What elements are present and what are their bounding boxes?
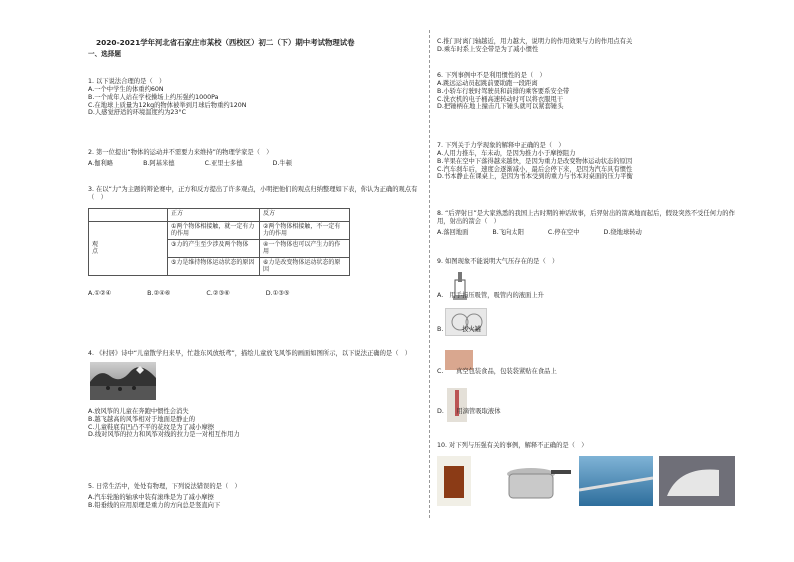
option: D.绕地球转动 bbox=[603, 228, 642, 236]
vacuum-food-image bbox=[445, 350, 473, 370]
option: C.推门时离门轴越近，用力越大，说明力的作用效果与力的作用点有关 bbox=[437, 38, 633, 45]
option: C.②③⑥ bbox=[206, 289, 230, 297]
question-stem: 5. 日常生活中，处处有物理，下列说法错误的是（ ） bbox=[88, 483, 241, 490]
option: D.牛顿 bbox=[272, 159, 292, 167]
option: B.一个成年人站在学校操场上约压强约1000Pa bbox=[88, 93, 219, 101]
question-1 bbox=[88, 78, 422, 117]
exam-title: 2020-2021学年河北省石家庄市某校（西校区）初二（下）期中考试物理试卷 bbox=[96, 38, 355, 47]
option: B.铅垂线的应用原理是重力的方向总是竖直向下 bbox=[88, 501, 221, 509]
option: C.儿童鞋底有凹凸不平的花纹是为了减小摩擦 bbox=[88, 423, 215, 431]
question-stem: 10. 对下列与压强有关的事例，解释不正确的是（ ） bbox=[437, 442, 588, 449]
row-label: 点 bbox=[92, 248, 99, 256]
option: A.伽利略 bbox=[88, 159, 114, 167]
table-header-cell: 反方 bbox=[260, 208, 350, 221]
option: D. 用滴管吸取液体 bbox=[437, 407, 501, 415]
kite-photo bbox=[90, 362, 156, 400]
table-cell: ⑤力是维持物体运动状态的原因 bbox=[168, 257, 260, 275]
question-stem: 7. 下列关于力学现象的解释中正确的是（ ） bbox=[437, 142, 565, 149]
option: D.乘车时系上安全带是为了减小惯性 bbox=[437, 45, 539, 53]
question-stem: 6. 下列事例中不是利用惯性的是（ ） bbox=[437, 72, 546, 79]
bridge-image bbox=[579, 456, 653, 506]
question-5 bbox=[88, 483, 422, 510]
option: D.把锤柄在地上撞击几下锤头就可以紧套锤头 bbox=[437, 103, 564, 111]
question-6 bbox=[437, 72, 737, 111]
option: B.小轿车行驶时驾驶员和前排的乘客要系安全带 bbox=[437, 87, 570, 95]
table-header-cell: 正方 bbox=[168, 208, 260, 221]
option: C.汽车刹车后，速度会逐渐减小，最后会停下来，是因为汽车具有惯性 bbox=[437, 165, 633, 173]
question-5-continued bbox=[437, 38, 737, 54]
question-stem: 1. 以下说法合理的是（ ） bbox=[88, 78, 166, 85]
column-divider bbox=[429, 30, 430, 518]
viewpoint-table bbox=[88, 208, 350, 276]
option: D.①③⑤ bbox=[265, 289, 290, 297]
option: A.①②④ bbox=[88, 289, 112, 297]
option: A.放风筝的儿童在奔跑中惯性会消失 bbox=[88, 407, 189, 415]
row-label: 观 bbox=[92, 240, 99, 248]
option: C. 真空包装食品，包装袋紧贴在食品上 bbox=[437, 367, 557, 375]
table-header-cell bbox=[89, 208, 168, 221]
option: D.线对风筝的拉力和风筝对线的拉力是一对相互作用力 bbox=[88, 431, 240, 439]
pressure-cooker-image bbox=[501, 460, 573, 504]
question-stem: 2. 第一位提出“物体的运动并不需要力来维持”的物理学家是（ ） bbox=[88, 149, 273, 156]
table-cell: ①两个物体相接触，就一定有力的作用 bbox=[168, 221, 260, 239]
option: A.人用力推车，车未动，是因为推力小于摩擦阻力 bbox=[437, 149, 576, 157]
option: A.落回地面 bbox=[437, 228, 469, 236]
question-9 bbox=[437, 258, 737, 442]
option: D.人感觉舒适的环境温度约为23°C bbox=[88, 109, 186, 117]
question-4 bbox=[88, 350, 422, 439]
option: A.跳远运动员起跳前要助跑一段距离 bbox=[437, 79, 538, 87]
option: C.停在空中 bbox=[547, 228, 580, 236]
table-cell: ③力的产生至少涉及两个物体 bbox=[168, 239, 260, 257]
question-7 bbox=[437, 142, 737, 181]
question-stem: 8. “后羿射日”是大家熟悉的我国上古时期的神话故事，后羿射出的箭离地而起后，假设突然不受任何力的作用，射出的箭会（ ） bbox=[437, 210, 735, 225]
section-heading: 一、选择题 bbox=[88, 50, 121, 59]
option: C.洗衣机的电子桶高速转动时可以将衣服甩干 bbox=[437, 95, 564, 103]
question-3 bbox=[88, 186, 422, 298]
question-10 bbox=[437, 442, 737, 512]
option: B. 拔火罐 bbox=[437, 325, 482, 333]
option: B.苹果在空中下落得越来越快，是因为重力是改变物体运动状态的原因 bbox=[437, 157, 633, 165]
question-stem: 9. 如图现象不能说明大气压存在的是（ ） bbox=[437, 258, 559, 265]
option: C.亚里士多德 bbox=[204, 159, 243, 167]
question-8 bbox=[437, 210, 737, 237]
dropper-image bbox=[447, 388, 467, 422]
question-2 bbox=[88, 149, 422, 168]
option: A.一个中学生的体重约60N bbox=[88, 85, 164, 93]
question-stem: 4. 《村居》诗中“儿童散学归来早，忙趁东风放纸鸢”，描绘儿童放飞风筝的画面如图所示，以下说法正确的是（ ） bbox=[88, 350, 412, 357]
table-cell: ②两个物体相接触，不一定有力的作用 bbox=[260, 221, 350, 239]
option: A. 用手指压吸管，吸管内的液面上升 bbox=[437, 291, 544, 299]
table-cell: ⑥力是改变物体运动状态的原因 bbox=[260, 257, 350, 275]
cup-image bbox=[437, 456, 471, 506]
question-stem: 3. 在以“力”为主题的辩论赛中，正方和反方提出了许多观点，小明把他们的观点归纳整理如下表，你认为正确的观点有（ ） bbox=[88, 186, 418, 201]
option: A.汽车轮胎的轴承中装有滚珠是为了减小摩擦 bbox=[88, 493, 214, 501]
option: B.飞向太阳 bbox=[492, 228, 524, 236]
option: B.②④⑥ bbox=[147, 289, 171, 297]
option: C.在地球上质量为12kg的物体被举到月球后物重约120N bbox=[88, 101, 247, 109]
option: B.阿基米德 bbox=[143, 159, 175, 167]
option: B.越飞越高的风筝相对于地面是静止的 bbox=[88, 415, 196, 423]
table-cell: ④一个物体也可以产生力的作用 bbox=[260, 239, 350, 257]
option: D.书本静止在课桌上，是因为书本受到的重力与书本对桌面的压力平衡 bbox=[437, 173, 633, 181]
train-image bbox=[659, 456, 735, 506]
left-column bbox=[88, 38, 422, 509]
